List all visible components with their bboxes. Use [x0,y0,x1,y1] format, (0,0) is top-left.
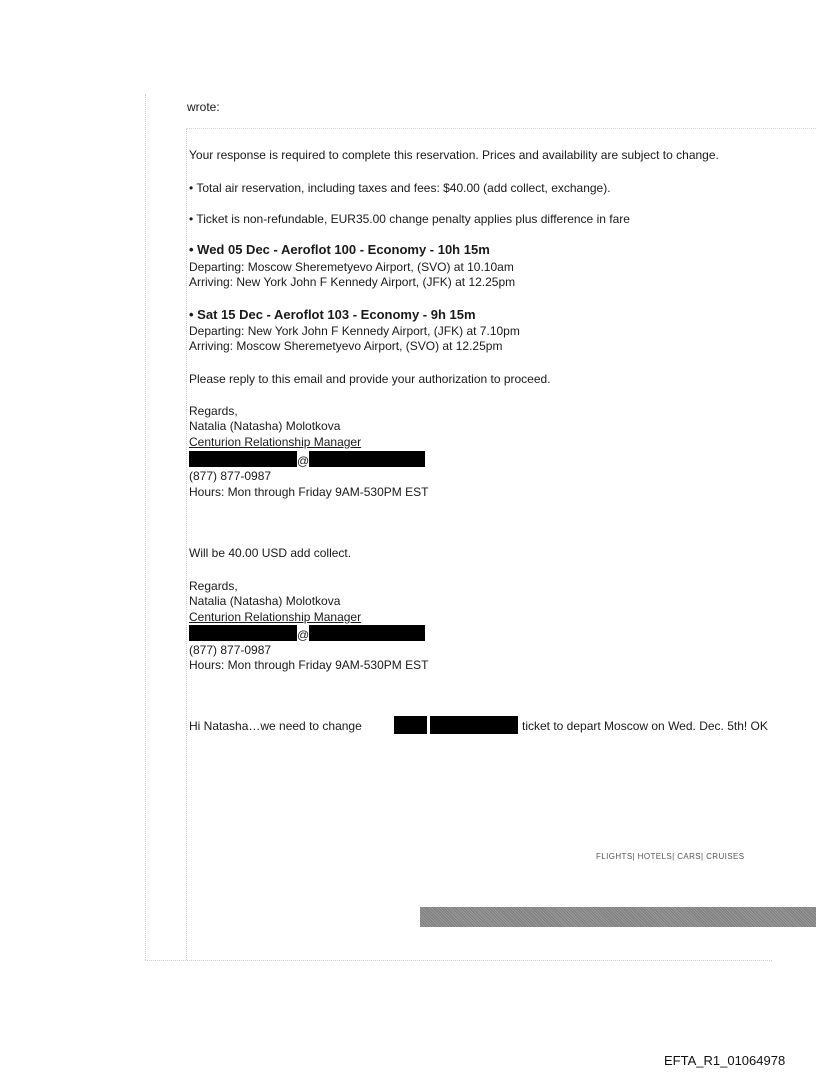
intro-text: Your response is required to complete this reservation. Prices and availability are subject to change. [189,148,719,162]
signature-2-hours: Hours: Mon through Friday 9AM-530PM EST [189,658,429,672]
signature-2-regards: Regards, [189,579,238,593]
inner-quote-border-top [186,128,816,129]
at-sign: @ [297,628,310,642]
redaction-block [309,451,425,467]
document-id: EFTA_R1_01064978 [664,1053,786,1068]
inner-quote-border-left [186,128,187,960]
signature-1-name: Natalia (Natasha) Molotkova [189,419,341,433]
flight-2-arriving: Arriving: Moscow Sheremetyevo Airport, (SVO) at 12.25pm [189,339,503,353]
bullet-penalty: • Ticket is non-refundable, EUR35.00 change penalty applies plus difference in fare [189,212,630,226]
quote-border-left [145,94,146,960]
signature-1-email [189,451,425,468]
signature-1-title: Centurion Relationship Manager [189,435,362,449]
flight-1-heading: • Wed 05 Dec - Aeroflot 100 - Economy - 10h 15m [189,242,490,257]
redaction-block [430,716,518,734]
flight-2-departing: Departing: New York John F Kennedy Airport, (JFK) at 7.10pm [189,324,520,338]
flight-1-arriving: Arriving: New York John F Kennedy Airport, (JFK) at 12.25pm [189,275,516,289]
redaction-block [394,716,427,734]
flight-2-heading: • Sat 15 Dec - Aeroflot 103 - Economy - 9h 15m [189,307,476,322]
signature-1-regards: Regards, [189,404,238,418]
signature-2-phone: (877) 877-0987 [189,643,272,657]
add-collect-note: Will be 40.00 USD add collect. [189,546,352,560]
at-sign: @ [297,454,310,468]
signature-2-title: Centurion Relationship Manager [189,610,362,624]
signature-2-email [189,625,425,642]
wrote-label: wrote: [187,100,220,114]
change-request-start: Hi Natasha…we need to change [189,719,362,733]
quote-border-bottom [145,960,772,961]
redaction-block [189,625,297,641]
signature-1-phone: (877) 877-0987 [189,469,272,483]
flight-1-departing: Departing: Moscow Sheremetyevo Airport, (SVO) at 10.10am [189,260,514,274]
bullet-total: • Total air reservation, including taxes and fees: $40.00 (add collect, exchange). [189,181,611,195]
change-request-end: ticket to depart Moscow on Wed. Dec. 5th! OK [522,719,768,733]
redaction-block [309,625,425,641]
signature-2-name: Natalia (Natasha) Molotkova [189,594,341,608]
redaction-block [189,451,297,467]
footer-banner-bar [420,907,816,927]
signature-1-hours: Hours: Mon through Friday 9AM-530PM EST [189,485,429,499]
footer-links: FLIGHTS| HOTELS| CARS| CRUISES [596,852,745,861]
reply-request: Please reply to this email and provide your authorization to proceed. [189,372,551,386]
